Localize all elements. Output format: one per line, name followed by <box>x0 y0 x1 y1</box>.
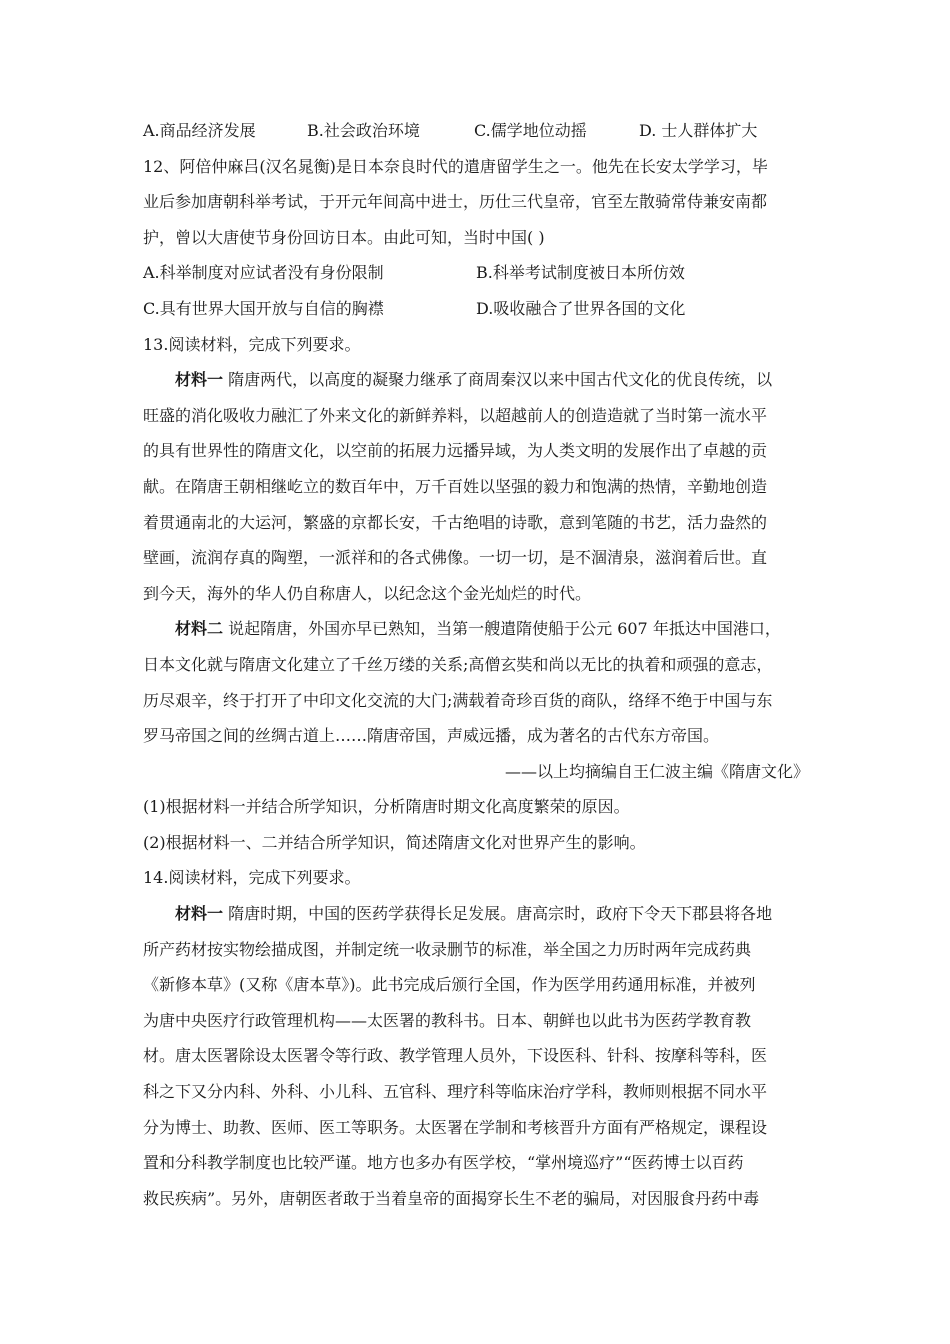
q11-option-b: B.社会政治环境 <box>307 121 420 140</box>
q14-material-1-line: 为唐中央医疗行政管理机构——太医署的教科书。日本、朝鲜也以此书为医药学教育教 <box>143 1010 752 1030</box>
q14-material-1-line: 材。唐太医署除设太医署令等行政、教学管理人员外，下设医科、针科、按摩科等科，医 <box>143 1046 768 1066</box>
q12-line-2: 业后参加唐朝科举考试，于开元年间高中进士，历仕三代皇帝，官至左散骑常侍兼安南都 <box>143 192 768 212</box>
q14-material-1-text: 隋唐时期，中国的医药学获得长足发展。唐高宗时，政府下令天下郡县将各地 <box>223 904 773 924</box>
q13-material-1-line: 的具有世界性的隋唐文化，以空前的拓展力远播异域，为人类文明的发展作出了卓越的贡 <box>143 441 768 461</box>
q11-options <box>143 113 809 149</box>
q13-material-1-line: 旺盛的消化吸收力融汇了外来文化的新鲜养料，以超越前人的创造造就了当时第一流水平 <box>143 405 768 425</box>
q13-material-2-text: 说起隋唐，外国亦早已熟知，当第一艘遣隋使船于公元 607 年抵达中国港口， <box>223 619 781 639</box>
q13-material-1-line: 壁画，流润存真的陶塑，一派祥和的各式佛像。一切一切，是不涸清泉，滋润着后世。直 <box>143 548 768 568</box>
q13-material-1-first-line <box>143 362 809 398</box>
q13-material-2-line: 罗马帝国之间的丝绸古道上……隋唐帝国，声威远播，成为著名的古代东方帝国。 <box>143 726 720 746</box>
q12-option-c: C.具有世界大国开放与自信的胸襟 <box>143 298 384 318</box>
q14-material-1-line: 置和分科教学制度也比较严谨。地方也多办有医学校，“掌州境巡疗”“医药博士以百药 <box>143 1153 744 1173</box>
q13-title: 13.阅读材料，完成下列要求。 <box>143 334 361 354</box>
q14-title: 14.阅读材料，完成下列要求。 <box>143 868 361 888</box>
q13-material-1-line: 着贯通南北的大运河，繁盛的京都长安，千古绝唱的诗歌，意到笔随的书艺，活力盎然的 <box>143 512 768 532</box>
q13-material-2-line: 日本文化就与隋唐文化建立了千丝万缕的关系;高僧玄奘和尚以无比的执着和顽强的意志， <box>143 654 773 674</box>
q12-option-d: D.吸收融合了世界各国的文化 <box>476 298 686 318</box>
q13-material-1-text: 隋唐两代，以高度的凝聚力继承了商周秦汉以来中国古代文化的优良传统，以 <box>223 370 773 390</box>
q12-line-1: 12、阿倍仲麻吕(汉名晁衡)是日本奈良时代的遣唐留学生之一。他先在长安太学学习，毕 <box>143 156 768 176</box>
q14-material-1-label: 材料一 <box>175 904 224 924</box>
q11-option-c: C.儒学地位动摇 <box>474 121 587 140</box>
q13-material-1-line: 到今天，海外的华人仍自称唐人，以纪念这个金光灿烂的时代。 <box>143 583 592 603</box>
q13-source: ——以上均摘编自王仁波主编《隋唐文化》 <box>504 761 809 781</box>
q11-option-d: D. 士人群体扩大 <box>639 121 758 140</box>
q13-material-1-label: 材料一 <box>175 370 224 390</box>
q14-material-1-line: 分为博士、助教、医师、医工等职务。太医署在学制和考核晋升方面有严格规定，课程设 <box>143 1117 768 1137</box>
q14-material-1-line: 科之下又分内科、外科、小儿科、五官科、理疗科等临床治疗学科，教师则根据不同水平 <box>143 1082 768 1102</box>
q14-material-1-first-line <box>143 896 809 932</box>
q14-material-1-line: 《新修本草》(又称《唐本草》)。此书完成后颁行全国，作为医学用药通用标准，并被列 <box>143 975 756 995</box>
q13-question-2: (2)根据材料一、二并结合所学知识，简述隋唐文化对世界产生的影响。 <box>143 832 646 852</box>
q12-option-a: A.科举制度对应试者没有身份限制 <box>143 263 384 283</box>
q12-options-row-1 <box>143 255 809 291</box>
q12-options-row-2 <box>143 291 809 327</box>
document-content <box>143 113 809 1216</box>
q13-material-2-line: 历尽艰辛，终于打开了中印文化交流的大门;满载着奇珍百货的商队，络绎不绝于中国与东 <box>143 690 773 710</box>
q12-line-3: 护，曾以大唐使节身份回访日本。由此可知，当时中国( ) <box>143 227 545 247</box>
q13-material-2-label: 材料二 <box>175 619 224 639</box>
q14-material-1-line: 所产药材按实物绘描成图，并制定统一收录删节的标准，举全国之力历时两年完成药典 <box>143 939 752 959</box>
q12-option-b: B.科举考试制度被日本所仿效 <box>476 263 685 283</box>
q14-material-1-line: 救民疾病”。另外，唐朝医者敢于当着皇帝的面揭穿长生不老的骗局，对因服食丹药中毒 <box>143 1188 760 1208</box>
q13-material-2-first-line <box>143 611 809 647</box>
q13-material-1-line: 献。在隋唐王朝相继屹立的数百年中，万千百姓以坚强的毅力和饱满的热情，辛勤地创造 <box>143 476 768 496</box>
q13-question-1: (1)根据材料一并结合所学知识，分析隋唐时期文化高度繁荣的原因。 <box>143 797 630 817</box>
q11-option-a: A.商品经济发展 <box>143 121 256 140</box>
